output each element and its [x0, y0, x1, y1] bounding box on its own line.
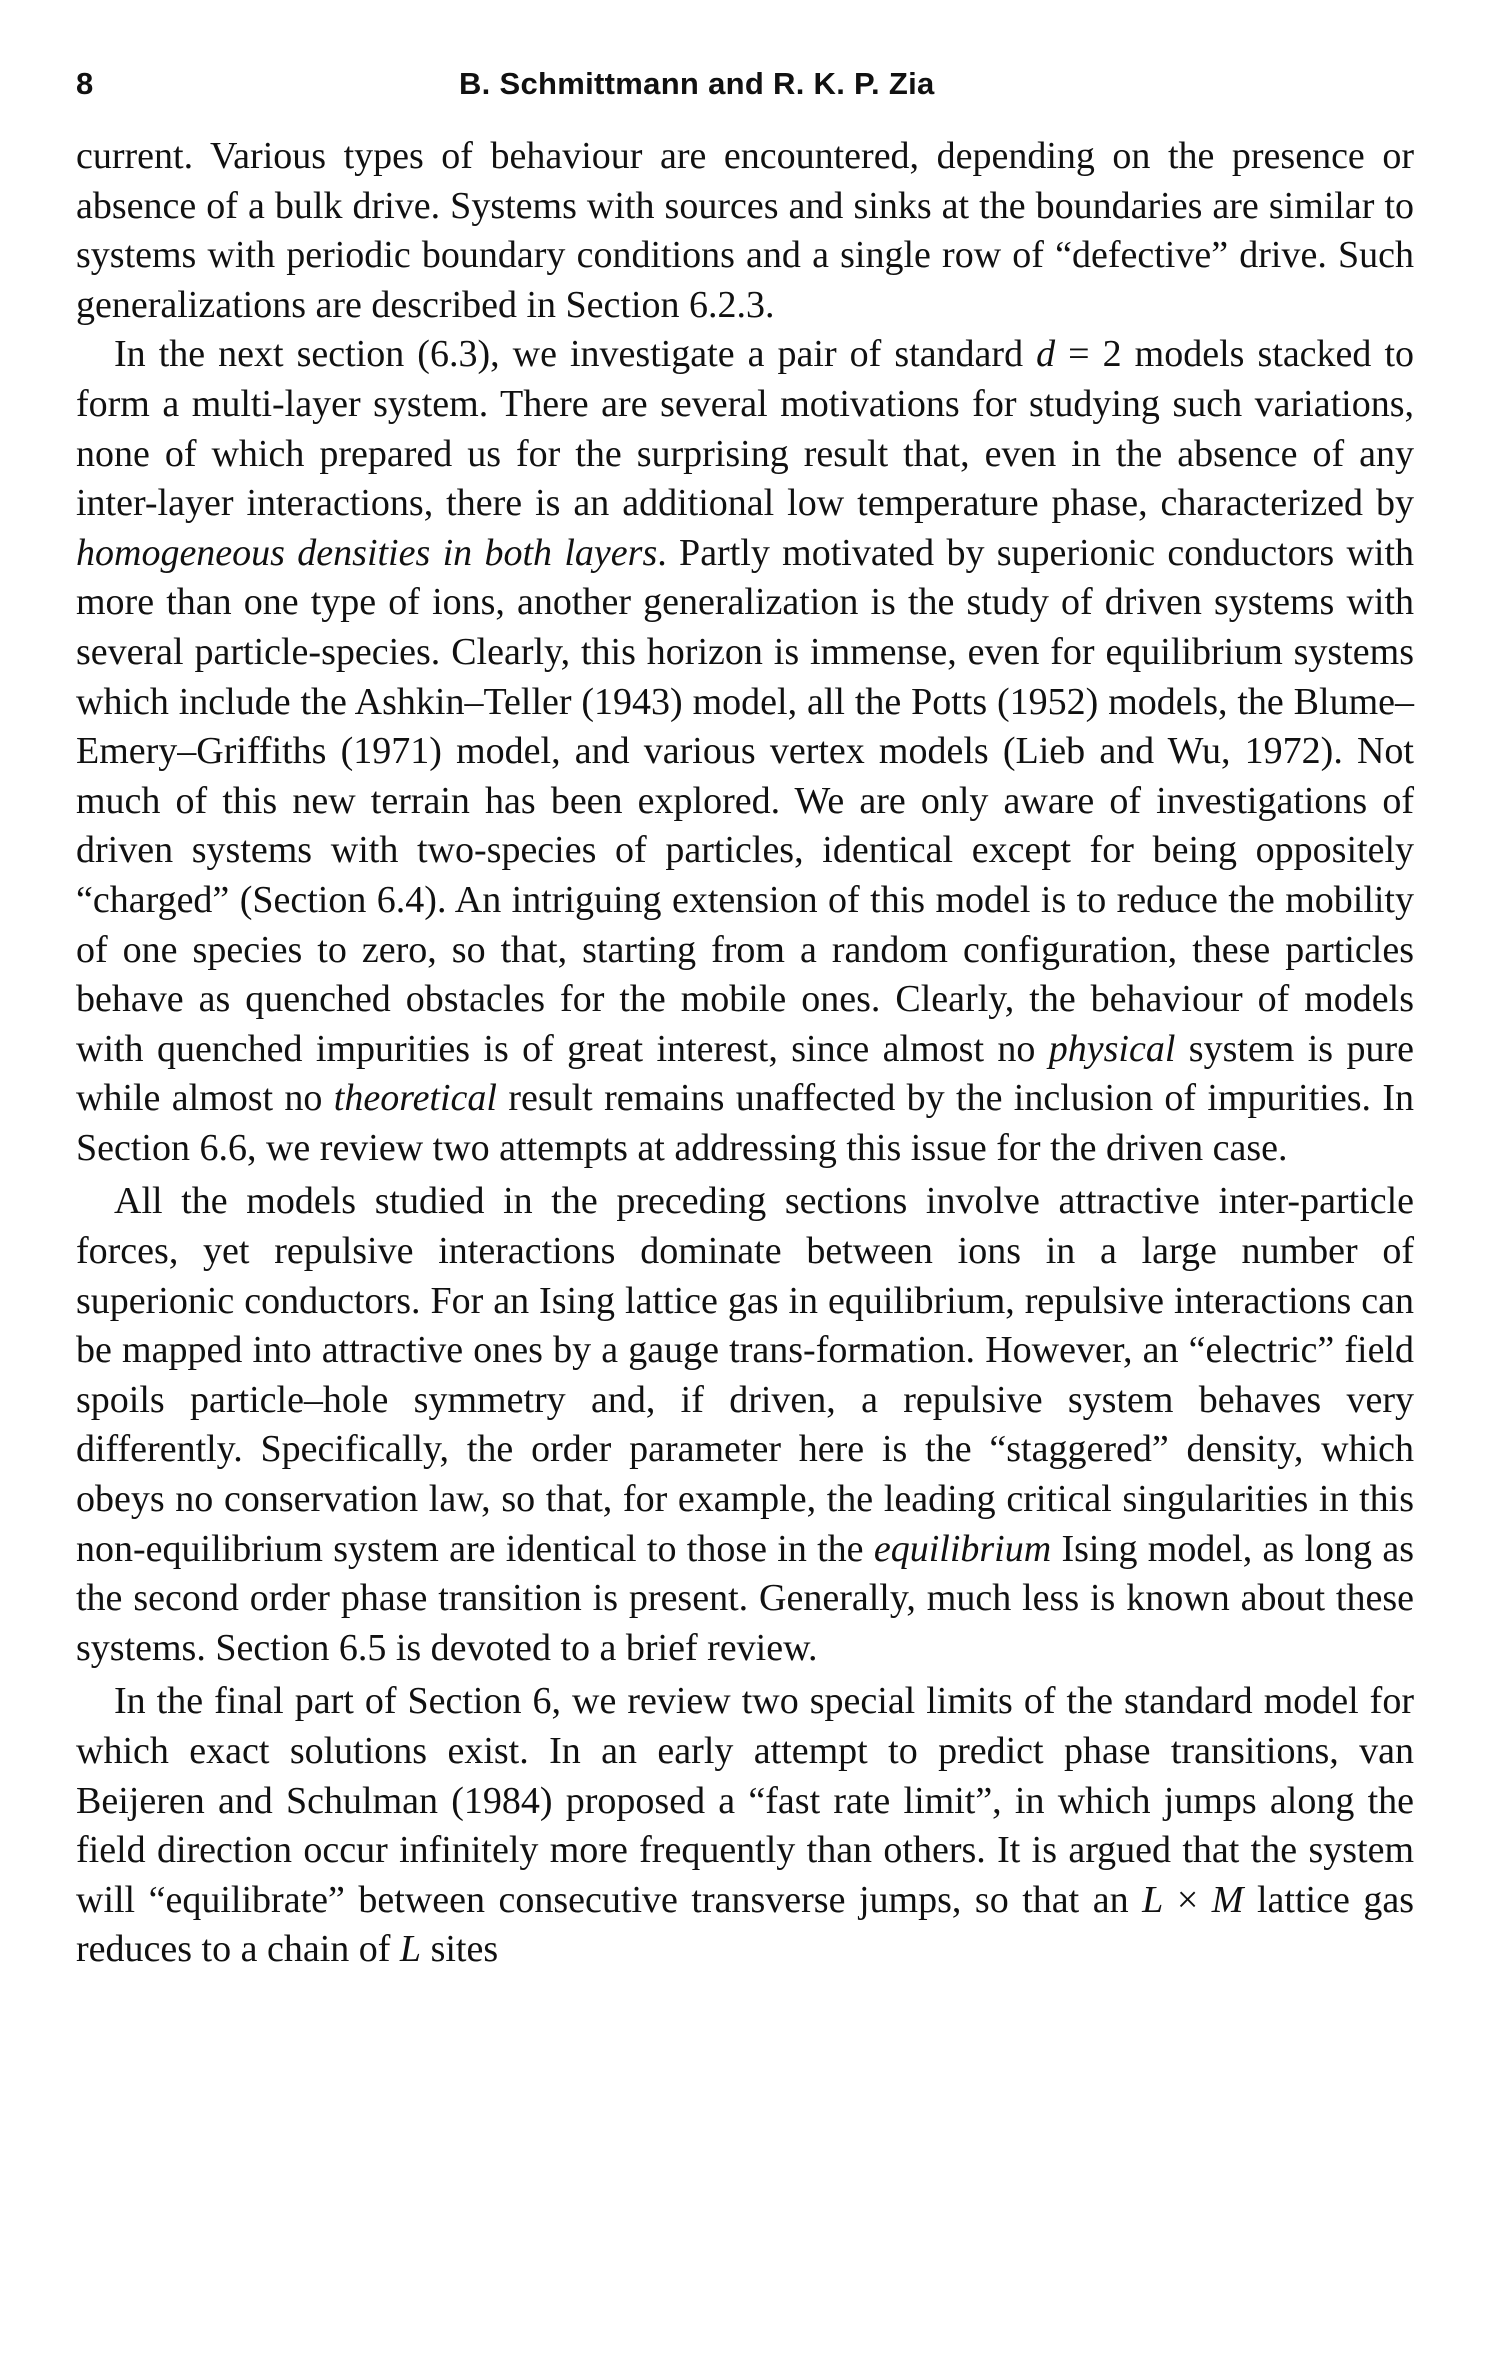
- body-text: [76, 132, 1414, 1975]
- emphasis-text: homogeneous densities in both layers: [76, 531, 658, 574]
- page-number: 8: [76, 66, 94, 101]
- text-run: . Partly motivated by superionic conductors with more than one type of ions, another generalization is the study of driven systems with several particle-species. Clearly, this horizon is immense, even for equilibrium systems which include the Ashkin–Teller (1943) model, all the Potts (1952) models, the Blume–Emery–Griffiths (1971) model, and various vertex models (Lieb and Wu, 1972). Not much of this new terrain has been explored. We are only aware of investigations of driven systems with two-species of particles, identical except for being oppositely “charged” (Section 6.4). An intriguing extension of this model is to reduce the mobility of one species to zero, so that, starting from a random configuration, these particles behave as quenched obstacles for the mobile ones. Clearly, the behaviour of models with quenched impurities is of great interest, since almost no: [76, 531, 1414, 1070]
- math-variable: M: [1211, 1878, 1244, 1921]
- text-run: system is pure while almost no: [76, 1027, 1414, 1120]
- text-run: In the next section (6.3), we investigate a pair of standard: [114, 333, 1037, 376]
- running-head: [76, 66, 1414, 116]
- text-run: In the final part of Section 6, we review two special limits of the standard model for which exact solutions exist. In an early attempt to predict phase transitions, van Beijeren and Schulman (1984) proposed a “fast rate limit”, in which jumps along the field direction occur infinitely more frequently than others. It is argued that the system will “equilibrate” between consecutive transverse jumps, so that an: [76, 1680, 1414, 1921]
- text-run: = 2 models stacked to form a multi-layer system. There are several motivations for studying such variations, none of which prepared us for the surprising result that, even in the absence of any inter-layer interactions, there is an additional low temperature phase, characterized by: [76, 333, 1415, 525]
- text-run: result remains unaffected by the inclusion of impurities. In Section 6.6, we review two attempts at addressing this issue for the driven case.: [76, 1077, 1414, 1169]
- running-head-authors: B. Schmittmann and R. K. P. Zia: [459, 66, 935, 101]
- text-run: current. Various types of behaviour are encountered, depending on the presence or absence of a bulk drive. Systems with sources and sinks at the boundaries are similar to systems with periodic boundary conditions and a single row of “defective” drive. Such generalizations are described in Section 6.2.3.: [76, 135, 1414, 326]
- text-run: All the models studied in the preceding sections involve attractive inter-particle forces, yet repulsive interactions dominate between ions in a large number of superionic conductors. For an Ising lattice gas in equilibrium, repulsive interactions can be mapped into attractive ones by a gauge trans-formation. However, an “electric” field spoils particle–hole symmetry and, if driven, a repulsive system behaves very differently. Specifically, the order parameter here is the “staggered” density, which obeys no conservation law, so that, for example, the leading critical singularities in this non-equilibrium system are identical to those in the: [76, 1180, 1414, 1570]
- math-variable: d: [1036, 333, 1056, 376]
- paragraph: [76, 1177, 1414, 1673]
- text-run: lattice gas reduces to a chain of: [76, 1878, 1414, 1971]
- paragraph: [76, 330, 1414, 1173]
- text-run: ×: [1163, 1878, 1212, 1921]
- paragraph: [76, 1677, 1414, 1975]
- emphasis-text: theoretical: [333, 1077, 497, 1120]
- emphasis-text: equilibrium: [873, 1527, 1052, 1570]
- math-variable: L: [1142, 1878, 1164, 1921]
- emphasis-text: physical: [1048, 1027, 1176, 1070]
- text-run: sites: [421, 1928, 499, 1971]
- math-variable: L: [399, 1928, 422, 1971]
- text-run: Ising model, as long as the second order phase transition is present. Generally, much less is known about these systems. Section 6.5 is devoted to a brief review.: [76, 1527, 1414, 1669]
- paragraph-continuation: [76, 132, 1414, 330]
